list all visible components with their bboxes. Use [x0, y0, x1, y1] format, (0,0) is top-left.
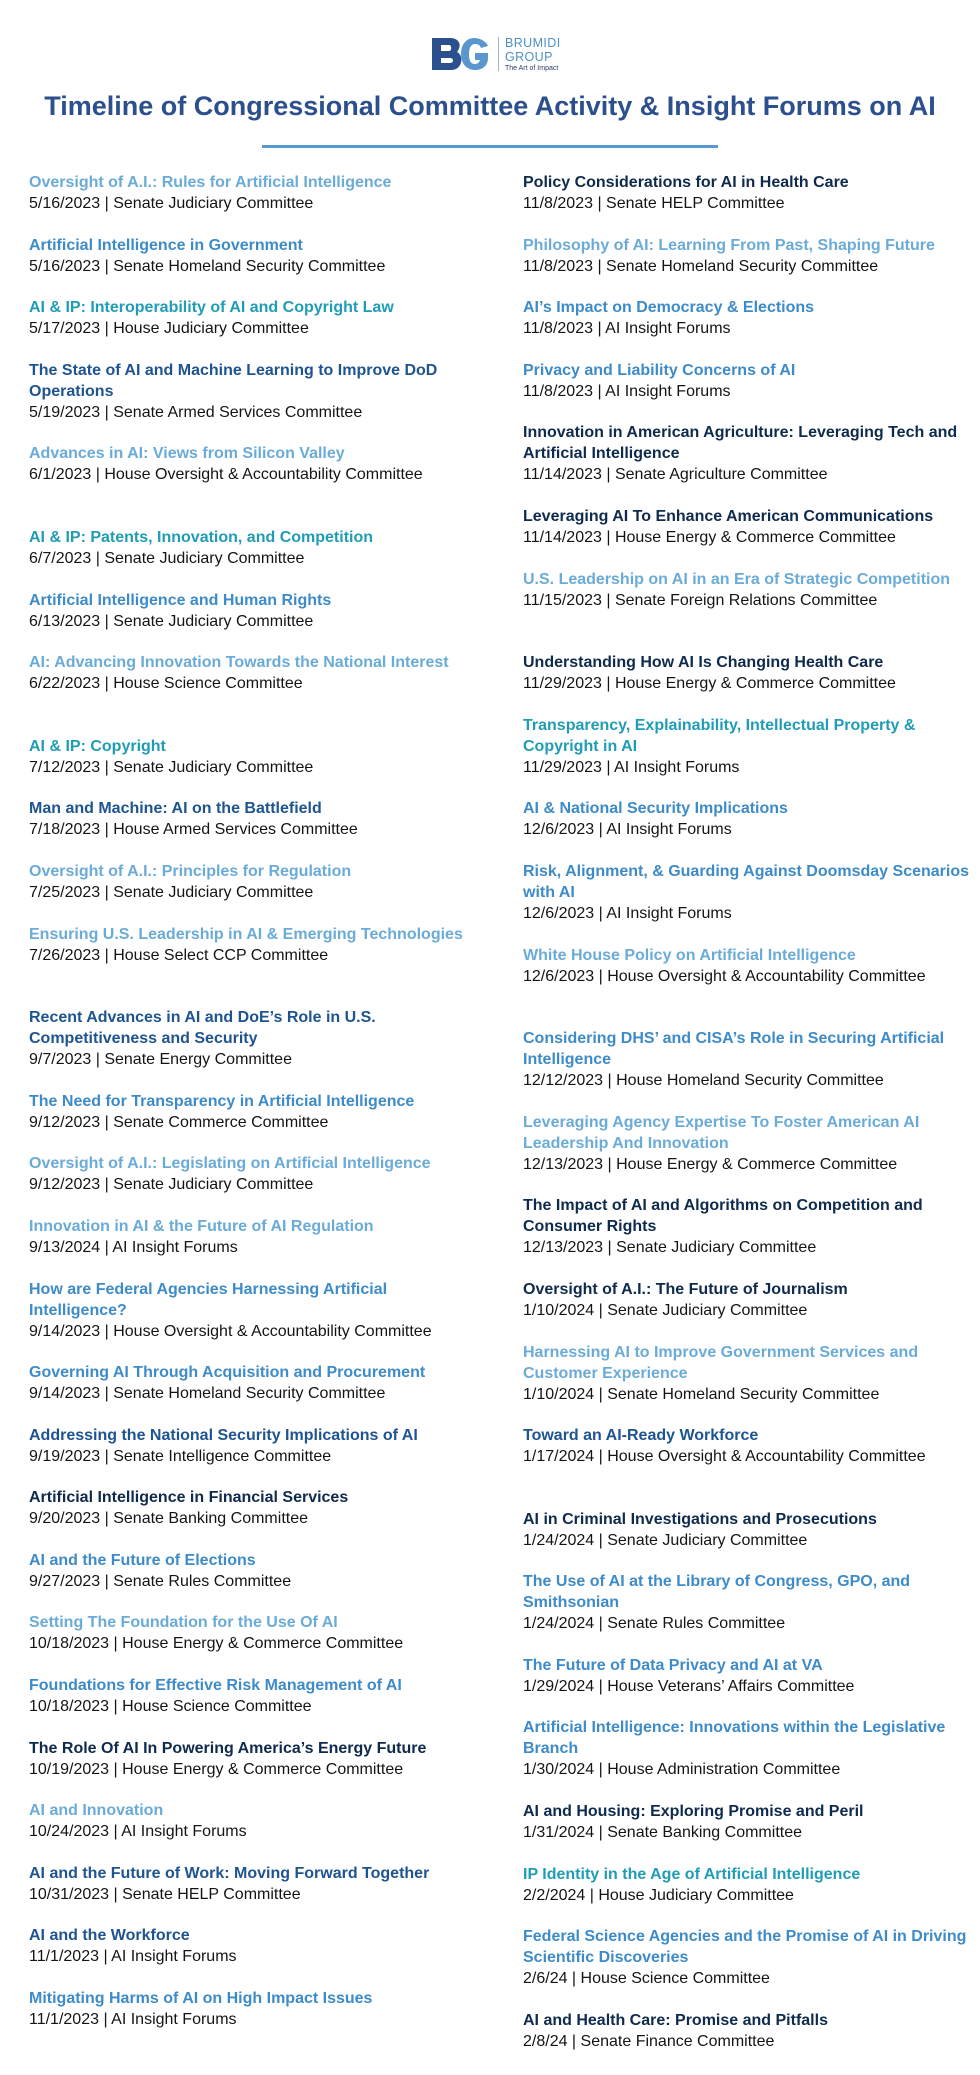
- entry-title: AI & IP: Patents, Innovation, and Competition: [29, 528, 374, 546]
- entry-date-committee: 1/31/2024 | Senate Banking Committee: [523, 1824, 802, 1842]
- entry-title: Ensuring U.S. Leadership in AI & Emerging Technologies: [29, 925, 463, 943]
- entry-title: AI & IP: Copyright: [29, 737, 166, 755]
- entry-title: Leveraging AI To Enhance American Communications: [523, 507, 934, 525]
- entry-title: AI & National Security Implications: [523, 800, 788, 818]
- entry-date-committee: 7/12/2023 | Senate Judiciary Committee: [29, 758, 314, 776]
- timeline-entry: [523, 1509, 980, 1572]
- timeline-entry: [29, 443, 489, 527]
- entry-date-committee: 12/12/2023 | House Homeland Security Committee: [523, 1072, 884, 1090]
- timeline-entry: [29, 1216, 489, 1279]
- timeline-entry: [523, 172, 980, 235]
- left-column: [29, 172, 489, 2051]
- timeline-entry: [29, 652, 489, 736]
- entry-date-committee: 5/19/2023 | Senate Armed Services Committee: [29, 403, 363, 421]
- timeline-entry: [29, 861, 489, 924]
- entry-title: AI and Housing: Exploring Promise and Peril: [523, 1803, 864, 1821]
- entry-title: Artificial Intelligence in Financial Services: [29, 1489, 349, 1507]
- entry-date-committee: 11/8/2023 | Senate Homeland Security Committee: [523, 257, 879, 275]
- timeline-entry: [523, 1864, 980, 1927]
- timeline-entry: [523, 506, 980, 569]
- entry-date-committee: 11/29/2023 | House Energy & Commerce Committee: [523, 675, 896, 693]
- entry-date-committee: 6/7/2023 | Senate Judiciary Committee: [29, 549, 305, 567]
- entry-date-committee: 1/24/2024 | Senate Rules Committee: [523, 1615, 786, 1633]
- entry-title: Oversight of A.I.: Principles for Regulation: [29, 862, 352, 880]
- entry-title: White House Policy on Artificial Intelligence: [523, 946, 856, 964]
- logo-name-line2: GROUP: [505, 49, 553, 64]
- entry-date-committee: 10/19/2023 | House Energy & Commerce Committee: [29, 1760, 404, 1778]
- entry-date-committee: 9/20/2023 | Senate Banking Committee: [29, 1510, 308, 1528]
- entry-title: AI in Criminal Investigations and Prosecutions: [523, 1510, 877, 1528]
- timeline-entry: [523, 422, 980, 506]
- timeline-entry: [29, 235, 489, 298]
- entry-title: Oversight of A.I.: The Future of Journalism: [523, 1280, 848, 1298]
- entry-title: Innovation in American Agriculture: Leveraging Tech and Artificial Intelligence: [523, 424, 958, 463]
- entry-title: AI and Health Care: Promise and Pitfalls: [523, 2011, 828, 2029]
- timeline-entry: [523, 1342, 980, 1426]
- entry-date-committee: 6/1/2023 | House Oversight & Accountability Committee: [29, 466, 423, 484]
- bg-monogram-icon: [430, 34, 494, 74]
- entry-title: The State of AI and Machine Learning to Improve DoD Operations: [29, 361, 438, 400]
- entry-date-committee: 5/16/2023 | Senate Judiciary Committee: [29, 195, 314, 212]
- timeline-entry: [29, 1988, 489, 2051]
- entry-title: Innovation in AI & the Future of AI Regulation: [29, 1217, 374, 1235]
- entry-date-committee: 9/27/2023 | Senate Rules Committee: [29, 1572, 292, 1590]
- entry-date-committee: 12/6/2023 | AI Insight Forums: [523, 904, 732, 922]
- timeline-entry: [523, 360, 980, 423]
- entry-title: Setting The Foundation for the Use Of AI: [29, 1614, 338, 1632]
- entry-date-committee: 2/8/24 | Senate Finance Committee: [523, 2032, 775, 2050]
- timeline-entry: [523, 715, 980, 799]
- timeline-entry: [29, 172, 489, 235]
- timeline-entry: [29, 1091, 489, 1154]
- entry-title: Recent Advances in AI and DoE’s Role in U.S. Competitiveness and Security: [29, 1009, 376, 1048]
- entry-date-committee: 12/6/2023 | AI Insight Forums: [523, 821, 732, 839]
- entry-title: Oversight of A.I.: Legislating on Artificial Intelligence: [29, 1155, 431, 1173]
- entry-title: The Impact of AI and Algorithms on Competition and Consumer Rights: [523, 1197, 923, 1236]
- entry-title: IP Identity in the Age of Artificial Intelligence: [523, 1865, 861, 1883]
- entry-title: AI’s Impact on Democracy & Elections: [523, 299, 815, 317]
- timeline-entry: [29, 1738, 489, 1801]
- entry-date-committee: 10/18/2023 | House Science Committee: [29, 1698, 312, 1716]
- timeline-entry: [523, 1655, 980, 1718]
- entry-title: Philosophy of AI: Learning From Past, Shaping Future: [523, 236, 935, 254]
- entry-title: Leveraging Agency Expertise To Foster American AI Leadership And Innovation: [523, 1113, 920, 1152]
- entry-title: Addressing the National Security Implications of AI: [29, 1426, 418, 1444]
- timeline-entry: [523, 1112, 980, 1196]
- entry-date-committee: 5/17/2023 | House Judiciary Committee: [29, 320, 309, 338]
- entry-date-committee: 9/7/2023 | Senate Energy Committee: [29, 1051, 292, 1069]
- timeline-entry: [29, 1925, 489, 1988]
- entry-date-committee: 1/29/2024 | House Veterans’ Affairs Committee: [523, 1677, 855, 1695]
- entry-title: U.S. Leadership on AI in an Era of Strategic Competition: [523, 570, 951, 588]
- entry-date-committee: 6/13/2023 | Senate Judiciary Committee: [29, 612, 314, 630]
- entry-date-committee: 11/8/2023 | Senate HELP Committee: [523, 195, 785, 212]
- entry-date-committee: 7/26/2023 | House Select CCP Committee: [29, 946, 329, 964]
- entry-date-committee: 1/17/2024 | House Oversight & Accountability Committee: [523, 1448, 926, 1466]
- timeline-entry: [29, 736, 489, 799]
- entry-date-committee: 12/13/2023 | Senate Judiciary Committee: [523, 1239, 817, 1257]
- logo-name-line1: BRUMIDI: [505, 35, 561, 50]
- timeline-entry: [29, 527, 489, 590]
- page-title: Timeline of Congressional Committee Activity & Insight Forums on AI: [44, 91, 936, 121]
- timeline-entry: [523, 1717, 980, 1801]
- entry-title: Artificial Intelligence in Government: [29, 236, 303, 254]
- entry-title: Artificial Intelligence and Human Rights: [29, 591, 332, 609]
- entry-date-committee: 11/29/2023 | AI Insight Forums: [523, 758, 740, 776]
- entry-date-committee: 9/19/2023 | Senate Intelligence Committee: [29, 1447, 332, 1465]
- entry-date-committee: 10/31/2023 | Senate HELP Committee: [29, 1885, 301, 1903]
- logo-text: [505, 36, 561, 73]
- title-underline: [262, 145, 718, 148]
- entry-date-committee: 11/14/2023 | House Energy & Commerce Committee: [523, 528, 896, 546]
- entry-title: Considering DHS’ and CISA’s Role in Securing Artificial Intelligence: [523, 1030, 945, 1069]
- entry-title: Toward an AI-Ready Workforce: [523, 1427, 759, 1445]
- entry-date-committee: 11/8/2023 | AI Insight Forums: [523, 382, 731, 400]
- timeline-entry: [29, 297, 489, 360]
- entry-title: Artificial Intelligence: Innovations within the Legislative Branch: [523, 1719, 946, 1758]
- entry-date-committee: 2/6/24 | House Science Committee: [523, 1970, 770, 1988]
- timeline-entry: [523, 297, 980, 360]
- entry-title: AI and Innovation: [29, 1802, 164, 1820]
- entry-date-committee: 12/13/2023 | House Energy & Commerce Committee: [523, 1155, 898, 1173]
- entry-title: Harnessing AI to Improve Government Services and Customer Experience: [523, 1343, 919, 1382]
- timeline-entry: [523, 569, 980, 653]
- entry-title: Foundations for Effective Risk Management of AI: [29, 1677, 402, 1695]
- entry-title: The Role Of AI In Powering America’s Energy Future: [29, 1739, 427, 1757]
- entry-title: AI and the Future of Elections: [29, 1551, 256, 1569]
- timeline-entry: [523, 1425, 980, 1509]
- entry-title: Privacy and Liability Concerns of AI: [523, 361, 796, 379]
- entry-title: The Use of AI at the Library of Congress, GPO, and Smithsonian: [523, 1573, 911, 1612]
- entry-date-committee: 1/24/2024 | Senate Judiciary Committee: [523, 1531, 808, 1549]
- timeline-entry: [523, 1279, 980, 1342]
- entry-title: Governing AI Through Acquisition and Procurement: [29, 1364, 426, 1382]
- entry-date-committee: 11/8/2023 | AI Insight Forums: [523, 320, 731, 338]
- entry-date-committee: 11/15/2023 | Senate Foreign Relations Committee: [523, 591, 878, 609]
- entry-date-committee: 2/2/2024 | House Judiciary Committee: [523, 1886, 794, 1904]
- entry-title: Man and Machine: AI on the Battlefield: [29, 800, 322, 818]
- timeline-entry: [523, 861, 980, 945]
- timeline-entry: [523, 652, 980, 715]
- entry-title: AI and the Future of Work: Moving Forward Together: [29, 1864, 430, 1882]
- timeline-entry: [29, 1362, 489, 1425]
- timeline-entry: [29, 1153, 489, 1216]
- entry-date-committee: 6/22/2023 | House Science Committee: [29, 675, 303, 693]
- entry-title: AI & IP: Interoperability of AI and Copyright Law: [29, 299, 394, 317]
- timeline-entry: [523, 798, 980, 861]
- timeline-entry: [29, 1863, 489, 1926]
- entry-date-committee: 11/1/2023 | AI Insight Forums: [29, 2011, 237, 2029]
- entry-title: The Need for Transparency in Artificial Intelligence: [29, 1092, 415, 1110]
- right-column: [523, 172, 980, 2072]
- timeline-entry: [29, 1007, 489, 1091]
- entry-date-committee: 1/10/2024 | Senate Homeland Security Committee: [523, 1385, 880, 1403]
- timeline-entry: [523, 1571, 980, 1655]
- timeline-entry: [523, 1195, 980, 1279]
- entry-title: Understanding How AI Is Changing Health Care: [523, 654, 884, 672]
- timeline-entry: [29, 1550, 489, 1613]
- entry-date-committee: 11/14/2023 | Senate Agriculture Committee: [523, 466, 828, 484]
- timeline-entry: [29, 590, 489, 653]
- timeline-entry: [29, 1612, 489, 1675]
- entry-title: AI: Advancing Innovation Towards the National Interest: [29, 654, 449, 672]
- entry-date-committee: 7/18/2023 | House Armed Services Committee: [29, 821, 358, 839]
- brand-logo: [430, 34, 561, 74]
- entry-date-committee: 1/10/2024 | Senate Judiciary Committee: [523, 1301, 808, 1319]
- logo-tagline: The Art of Impact: [505, 64, 559, 72]
- timeline-entry: [29, 798, 489, 861]
- timeline-entry: [523, 1801, 980, 1864]
- entry-date-committee: 7/25/2023 | Senate Judiciary Committee: [29, 883, 314, 901]
- entry-date-committee: 9/14/2023 | House Oversight & Accountability Committee: [29, 1322, 432, 1340]
- entry-date-committee: 11/1/2023 | AI Insight Forums: [29, 1948, 237, 1966]
- entry-date-committee: 9/12/2023 | Senate Judiciary Committee: [29, 1176, 314, 1194]
- timeline-entry: [523, 945, 980, 1029]
- timeline-entry: [523, 1028, 980, 1112]
- timeline-entry: [29, 924, 489, 1008]
- entry-date-committee: 5/16/2023 | Senate Homeland Security Committee: [29, 257, 386, 275]
- timeline-entry: [523, 2010, 980, 2073]
- entry-title: Oversight of A.I.: Rules for Artificial Intelligence: [29, 174, 392, 191]
- entry-date-committee: 10/24/2023 | AI Insight Forums: [29, 1823, 247, 1841]
- entry-title: Policy Considerations for AI in Health Care: [523, 174, 849, 191]
- entry-title: Federal Science Agencies and the Promise of AI in Driving Scientific Discoveries: [523, 1928, 967, 1967]
- entry-date-committee: 9/14/2023 | Senate Homeland Security Committee: [29, 1385, 386, 1403]
- timeline-entry: [29, 1487, 489, 1550]
- entry-date-committee: 10/18/2023 | House Energy & Commerce Committee: [29, 1635, 404, 1653]
- entry-title: How are Federal Agencies Harnessing Artificial Intelligence?: [29, 1280, 388, 1319]
- entry-title: Transparency, Explainability, Intellectual Property & Copyright in AI: [523, 716, 916, 755]
- entry-date-committee: 12/6/2023 | House Oversight & Accountability Committee: [523, 967, 926, 985]
- timeline-entry: [29, 1675, 489, 1738]
- entry-date-committee: 9/13/2024 | AI Insight Forums: [29, 1238, 238, 1256]
- timeline-entry: [29, 1425, 489, 1488]
- timeline-entry: [29, 360, 489, 444]
- entry-title: AI and the Workforce: [29, 1927, 190, 1945]
- timeline-entry: [523, 1926, 980, 2010]
- timeline-entry: [29, 1279, 489, 1363]
- entry-title: Mitigating Harms of AI on High Impact Issues: [29, 1990, 373, 2008]
- entry-date-committee: 1/30/2024 | House Administration Committee: [523, 1761, 841, 1779]
- logo-divider: [498, 37, 499, 71]
- timeline-entry: [29, 1800, 489, 1863]
- entry-title: Advances in AI: Views from Silicon Valley: [29, 445, 345, 463]
- entry-title: The Future of Data Privacy and AI at VA: [523, 1656, 823, 1674]
- entry-title: Risk, Alignment, & Guarding Against Doomsday Scenarios with AI: [523, 862, 970, 901]
- entry-date-committee: 9/12/2023 | Senate Commerce Committee: [29, 1113, 329, 1131]
- timeline-entry: [523, 235, 980, 298]
